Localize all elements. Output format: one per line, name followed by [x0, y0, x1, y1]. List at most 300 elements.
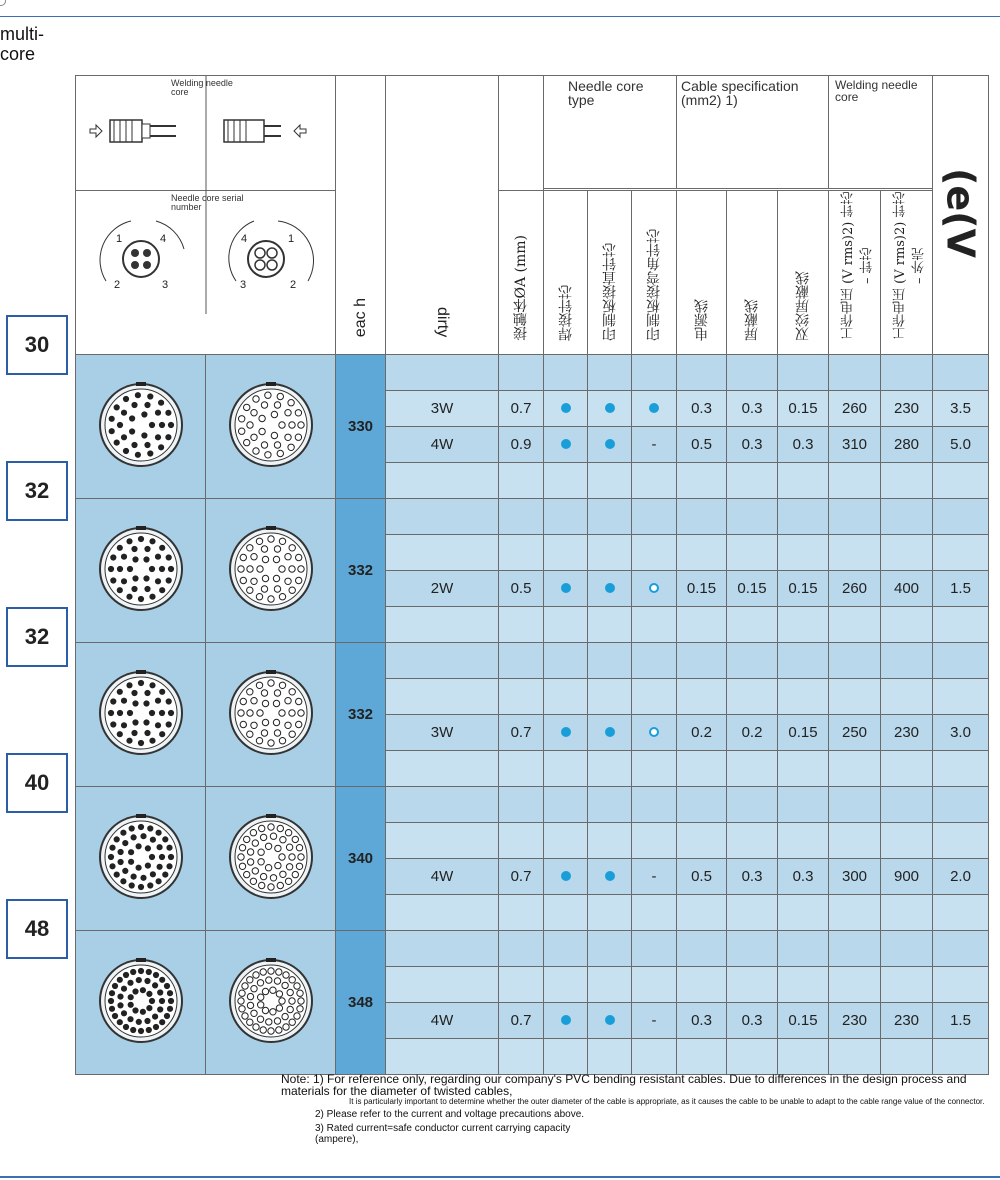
empty-cell — [829, 679, 881, 715]
empty-cell — [677, 967, 727, 1003]
diameter-cell: 0.7 — [499, 859, 544, 895]
voltage-pin-pin-cell: 310 — [829, 427, 881, 463]
empty-cell — [386, 355, 499, 391]
voltage-pin-pin-header — [829, 191, 881, 355]
empty-cell — [588, 787, 632, 823]
connector-rear-icon — [226, 668, 316, 758]
corner-circle — [0, 0, 6, 6]
empty-cell — [588, 931, 632, 967]
filled-dot-icon — [561, 439, 571, 449]
empty-cell — [386, 535, 499, 571]
connector-rear-icon — [226, 812, 316, 902]
voltage-pin-shell-cell: 230 — [881, 715, 933, 751]
empty-cell — [544, 679, 588, 715]
empty-cell — [727, 607, 778, 643]
empty-cell — [588, 499, 632, 535]
pcb-angled-label: 印制板接弯角针芯 — [646, 229, 662, 341]
current-cell: 3.0 — [933, 715, 989, 751]
empty-cell — [727, 1039, 778, 1075]
empty-cell — [829, 823, 881, 859]
empty-cell — [544, 607, 588, 643]
note-1: Note: 1) For reference only, regarding our company's PVC bending resistant cables. Due to differences in the design process and materials for the diameter of twisted cables, — [281, 1072, 967, 1098]
empty-cell — [588, 823, 632, 859]
connector-front-icon — [96, 524, 186, 614]
empty-cell — [881, 607, 933, 643]
pcb-angled-header — [632, 191, 677, 355]
twisted-cell: 0.15 — [778, 715, 829, 751]
empty-cell — [727, 931, 778, 967]
power-wire-cell: 0.2 — [677, 715, 727, 751]
welding-needle-core-label: Welding needle core — [171, 78, 233, 97]
power-wire-cell: 0.3 — [677, 391, 727, 427]
part-number-cell: 348 — [336, 931, 386, 1075]
empty-cell — [544, 535, 588, 571]
pcb-angled-cell — [632, 715, 677, 751]
empty-cell — [588, 463, 632, 499]
empty-cell — [632, 643, 677, 679]
needle-core-type-label: Needle core type — [568, 78, 644, 108]
current-cell: 1.5 — [933, 571, 989, 607]
dirty-cell: 4W — [386, 859, 499, 895]
empty-cell — [499, 751, 544, 787]
filled-dot-icon — [649, 403, 659, 413]
pcb-straight-cell — [588, 715, 632, 751]
pin-label-a3: 3 — [162, 279, 169, 291]
empty-cell — [778, 643, 829, 679]
connector-spec-table — [75, 75, 989, 1075]
empty-cell — [544, 1039, 588, 1075]
empty-cell — [632, 967, 677, 1003]
filled-dot-icon — [561, 1015, 571, 1025]
empty-cell — [386, 607, 499, 643]
voltage-pin-shell-cell: 280 — [881, 427, 933, 463]
cable-spec-header — [677, 76, 829, 189]
pin-count-box: 48 — [6, 899, 68, 959]
empty-cell — [544, 499, 588, 535]
pin-label-a2: 2 — [114, 279, 121, 291]
empty-cell — [778, 967, 829, 1003]
empty-cell — [933, 355, 989, 391]
empty-cell — [386, 931, 499, 967]
empty-cell — [544, 463, 588, 499]
twisted-cell: 0.15 — [778, 571, 829, 607]
empty-cell — [881, 535, 933, 571]
connector-face-rear — [206, 931, 336, 1075]
empty-cell — [632, 931, 677, 967]
empty-cell — [632, 463, 677, 499]
empty-cell — [881, 355, 933, 391]
empty-cell — [829, 967, 881, 1003]
empty-cell — [933, 967, 989, 1003]
twisted-cell: 0.3 — [778, 427, 829, 463]
cable-spec-label: Cable specification (mm2) 1) — [681, 78, 799, 108]
voltage-pin-pin-cell: 250 — [829, 715, 881, 751]
solder-cell — [544, 859, 588, 895]
empty-cell — [544, 355, 588, 391]
empty-cell — [544, 643, 588, 679]
solder-cell — [544, 571, 588, 607]
empty-cell — [778, 823, 829, 859]
filled-dot-icon — [561, 403, 571, 413]
empty-cell — [727, 895, 778, 931]
power-wire-label: 电源线 — [693, 299, 710, 341]
empty-cell — [499, 931, 544, 967]
empty-cell — [881, 463, 933, 499]
pin-count-box: 40 — [6, 753, 68, 813]
empty-cell — [778, 679, 829, 715]
table-row — [76, 355, 989, 391]
dirty-header-label: dirty — [434, 306, 451, 337]
section-title-line2: core — [0, 44, 36, 64]
empty-cell — [829, 787, 881, 823]
open-circle-icon — [649, 583, 659, 593]
welding-core-group-header — [829, 76, 933, 189]
connector-front-icon — [96, 380, 186, 470]
empty-cell — [544, 931, 588, 967]
empty-cell — [933, 931, 989, 967]
empty-cell — [829, 751, 881, 787]
empty-cell — [829, 607, 881, 643]
empty-cell — [778, 751, 829, 787]
solder-cell — [544, 715, 588, 751]
connector-face-rear — [206, 787, 336, 931]
empty-cell — [632, 535, 677, 571]
empty-cell — [677, 1039, 727, 1075]
dirty-cell: 3W — [386, 391, 499, 427]
voltage-pin-shell-cell: 230 — [881, 391, 933, 427]
power-wire-cell: 0.15 — [677, 571, 727, 607]
empty-cell — [727, 499, 778, 535]
pin-layout-header — [76, 191, 336, 355]
pcb-straight-header — [588, 191, 632, 355]
empty-cell — [544, 787, 588, 823]
empty-cell — [727, 751, 778, 787]
empty-cell — [588, 535, 632, 571]
connector-face-rear — [206, 643, 336, 787]
dirty-cell: 3W — [386, 715, 499, 751]
empty-cell — [933, 1039, 989, 1075]
empty-cell — [386, 895, 499, 931]
table-row — [76, 931, 989, 967]
contact-diameter-label: 接触体ØA (mm) — [513, 235, 529, 341]
empty-cell — [881, 751, 933, 787]
empty-cell — [778, 463, 829, 499]
empty-cell — [499, 643, 544, 679]
diameter-cell: 0.7 — [499, 391, 544, 427]
voltage-pin-pin-label: 工作电压 (V rms)2) 针芯 – 针芯 — [840, 191, 875, 341]
voltage-pin-shell-cell: 400 — [881, 571, 933, 607]
empty-cell — [386, 751, 499, 787]
note-1-detail: It is particularly important to determine whether the outer diameter of the cable is appropriate, as it causes the cable to be unable to adapt to the cable range value of the connector. — [349, 1097, 985, 1106]
pin-label-b3: 3 — [240, 279, 247, 291]
empty-cell — [881, 967, 933, 1003]
pcb-angled-cell: - — [632, 1003, 677, 1039]
filled-dot-icon — [605, 439, 615, 449]
empty-cell — [544, 895, 588, 931]
empty-cell — [499, 823, 544, 859]
pcb-angled-cell: - — [632, 859, 677, 895]
empty-cell — [727, 463, 778, 499]
empty-cell — [386, 967, 499, 1003]
current-cell: 3.5 — [933, 391, 989, 427]
empty-cell — [829, 931, 881, 967]
connector-front-icon — [96, 668, 186, 758]
empty-cell — [778, 931, 829, 967]
solder-cell — [544, 427, 588, 463]
empty-cell — [727, 787, 778, 823]
empty-cell — [632, 823, 677, 859]
pin-count-box: 30 — [6, 315, 68, 375]
note-2: 2) Please refer to the current and voltage precautions above. — [315, 1109, 585, 1120]
voltage-pin-shell-header — [881, 191, 933, 355]
empty-cell — [588, 355, 632, 391]
pcb-straight-cell — [588, 859, 632, 895]
pin-label-b4: 4 — [241, 233, 248, 245]
empty-cell — [588, 895, 632, 931]
empty-cell — [677, 679, 727, 715]
empty-cell — [727, 535, 778, 571]
shielded-wire-label: 屏蔽线 — [744, 299, 761, 341]
empty-cell — [386, 643, 499, 679]
solder-cell — [544, 391, 588, 427]
needle-core-serial-label: Needle core serial number — [171, 193, 244, 212]
empty-cell — [677, 535, 727, 571]
filled-dot-icon — [605, 403, 615, 413]
shielded-wire-cell: 0.15 — [727, 571, 778, 607]
filled-dot-icon — [605, 583, 615, 593]
empty-cell — [499, 535, 544, 571]
dirty-header — [386, 76, 499, 355]
empty-cell — [829, 895, 881, 931]
connector-rear-icon — [226, 380, 316, 470]
empty-cell — [829, 535, 881, 571]
power-wire-header — [677, 191, 727, 355]
part-number-cell: 332 — [336, 643, 386, 787]
twisted-cell: 0.15 — [778, 1003, 829, 1039]
twisted-cell: 0.3 — [778, 859, 829, 895]
empty-cell — [677, 499, 727, 535]
empty-cell — [499, 787, 544, 823]
connector-face-front — [76, 643, 206, 787]
empty-cell — [933, 463, 989, 499]
filled-dot-icon — [605, 727, 615, 737]
empty-cell — [778, 787, 829, 823]
empty-cell — [778, 895, 829, 931]
shielded-wire-cell: 0.3 — [727, 391, 778, 427]
empty-cell — [778, 535, 829, 571]
empty-cell — [829, 643, 881, 679]
empty-cell — [829, 1039, 881, 1075]
voltage-pin-pin-cell: 260 — [829, 391, 881, 427]
voltage-pin-shell-cell: 900 — [881, 859, 933, 895]
empty-cell — [386, 679, 499, 715]
section-title — [0, 24, 44, 64]
pin-label-b2: 2 — [290, 279, 297, 291]
voltage-pin-shell-label: 工作电压 (V rms)2) 针芯 – 外壳 — [892, 191, 927, 341]
blank-header — [499, 76, 544, 191]
pcb-straight-cell — [588, 571, 632, 607]
empty-cell — [933, 679, 989, 715]
empty-cell — [588, 1039, 632, 1075]
empty-cell — [544, 751, 588, 787]
empty-cell — [588, 643, 632, 679]
each-header-label: eac h — [351, 297, 369, 337]
empty-cell — [677, 787, 727, 823]
dirty-cell: 2W — [386, 571, 499, 607]
current-cell: 2.0 — [933, 859, 989, 895]
empty-cell — [881, 1039, 933, 1075]
shielded-wire-cell: 0.3 — [727, 859, 778, 895]
power-wire-cell: 0.5 — [677, 427, 727, 463]
connector-face-rear — [206, 499, 336, 643]
needle-core-type-header — [544, 76, 677, 189]
empty-cell — [778, 355, 829, 391]
empty-cell — [933, 643, 989, 679]
connector-face-front — [76, 931, 206, 1075]
voltage-pin-pin-cell: 260 — [829, 571, 881, 607]
connector-rear-icon — [226, 956, 316, 1046]
empty-cell — [386, 499, 499, 535]
current-cell: 5.0 — [933, 427, 989, 463]
pcb-angled-cell — [632, 391, 677, 427]
empty-cell — [933, 535, 989, 571]
empty-cell — [632, 679, 677, 715]
pin-label-a1: 1 — [116, 233, 123, 245]
pcb-angled-cell: - — [632, 427, 677, 463]
empty-cell — [933, 787, 989, 823]
table-row — [76, 787, 989, 823]
filled-dot-icon — [605, 871, 615, 881]
empty-cell — [632, 895, 677, 931]
empty-cell — [588, 967, 632, 1003]
empty-cell — [881, 679, 933, 715]
notes-block — [281, 1073, 991, 1145]
empty-cell — [632, 751, 677, 787]
filled-dot-icon — [561, 871, 571, 881]
empty-cell — [677, 823, 727, 859]
empty-cell — [727, 967, 778, 1003]
empty-cell — [588, 607, 632, 643]
empty-cell — [829, 355, 881, 391]
dirty-cell: 4W — [386, 427, 499, 463]
connector-front-icon — [96, 812, 186, 902]
empty-cell — [727, 823, 778, 859]
voltage-pin-pin-cell: 230 — [829, 1003, 881, 1039]
diameter-cell: 0.9 — [499, 427, 544, 463]
pcb-straight-cell — [588, 427, 632, 463]
pin-label-b1: 1 — [288, 233, 295, 245]
connector-face-front — [76, 787, 206, 931]
empty-cell — [933, 895, 989, 931]
empty-cell — [588, 679, 632, 715]
empty-cell — [881, 823, 933, 859]
empty-cell — [499, 679, 544, 715]
empty-cell — [499, 499, 544, 535]
diameter-cell: 0.7 — [499, 715, 544, 751]
empty-cell — [499, 895, 544, 931]
empty-cell — [727, 355, 778, 391]
empty-cell — [677, 355, 727, 391]
empty-cell — [933, 607, 989, 643]
part-number-cell: 332 — [336, 499, 386, 643]
table-row — [76, 499, 989, 535]
solder-pin-header — [544, 191, 588, 355]
rightmost-header-label: (e(V — [938, 167, 983, 258]
empty-cell — [881, 931, 933, 967]
pin-count-box: 32 — [6, 607, 68, 667]
empty-cell — [632, 499, 677, 535]
dirty-cell: 4W — [386, 1003, 499, 1039]
connector-face-front — [76, 355, 206, 499]
shielded-wire-cell: 0.2 — [727, 715, 778, 751]
current-cell: 1.5 — [933, 1003, 989, 1039]
empty-cell — [499, 1039, 544, 1075]
welding-core-group-label: Welding needle core — [835, 78, 918, 104]
diameter-cell: 0.5 — [499, 571, 544, 607]
empty-cell — [386, 823, 499, 859]
empty-cell — [727, 643, 778, 679]
empty-cell — [677, 895, 727, 931]
empty-cell — [677, 751, 727, 787]
connector-front-icon — [96, 956, 186, 1046]
plug-diagram-icon — [76, 76, 336, 191]
empty-cell — [778, 1039, 829, 1075]
empty-cell — [829, 463, 881, 499]
filled-dot-icon — [561, 727, 571, 737]
voltage-pin-shell-cell: 230 — [881, 1003, 933, 1039]
empty-cell — [632, 1039, 677, 1075]
pin-count-box: 32 — [6, 461, 68, 521]
empty-cell — [778, 607, 829, 643]
section-title-line1: multi- — [0, 24, 44, 44]
shielded-wire-cell: 0.3 — [727, 427, 778, 463]
pin-label-a4: 4 — [160, 233, 167, 245]
empty-cell — [386, 463, 499, 499]
empty-cell — [588, 751, 632, 787]
each-header — [336, 76, 386, 355]
pcb-straight-cell — [588, 391, 632, 427]
empty-cell — [677, 607, 727, 643]
twisted-shielded-label: 双绞屏蔽线 — [795, 271, 812, 341]
empty-cell — [829, 499, 881, 535]
filled-dot-icon — [561, 583, 571, 593]
empty-cell — [544, 823, 588, 859]
solder-cell — [544, 1003, 588, 1039]
empty-cell — [677, 643, 727, 679]
note-3: 3) Rated current=safe conductor current carrying capacity (ampere), — [315, 1123, 571, 1145]
shielded-wire-header — [727, 191, 778, 355]
empty-cell — [386, 1039, 499, 1075]
empty-cell — [499, 967, 544, 1003]
table-row — [76, 643, 989, 679]
empty-cell — [933, 499, 989, 535]
twisted-shielded-header — [778, 191, 829, 355]
empty-cell — [933, 823, 989, 859]
empty-cell — [881, 499, 933, 535]
empty-cell — [727, 679, 778, 715]
empty-cell — [632, 355, 677, 391]
connector-face-front — [76, 499, 206, 643]
connector-face-rear — [206, 355, 336, 499]
open-circle-icon — [649, 727, 659, 737]
pcb-straight-cell — [588, 1003, 632, 1039]
empty-cell — [386, 787, 499, 823]
solder-pin-label: 焊接针芯 — [557, 285, 574, 341]
power-wire-cell: 0.5 — [677, 859, 727, 895]
voltage-pin-pin-cell: 300 — [829, 859, 881, 895]
connector-rear-icon — [226, 524, 316, 614]
twisted-cell: 0.15 — [778, 391, 829, 427]
